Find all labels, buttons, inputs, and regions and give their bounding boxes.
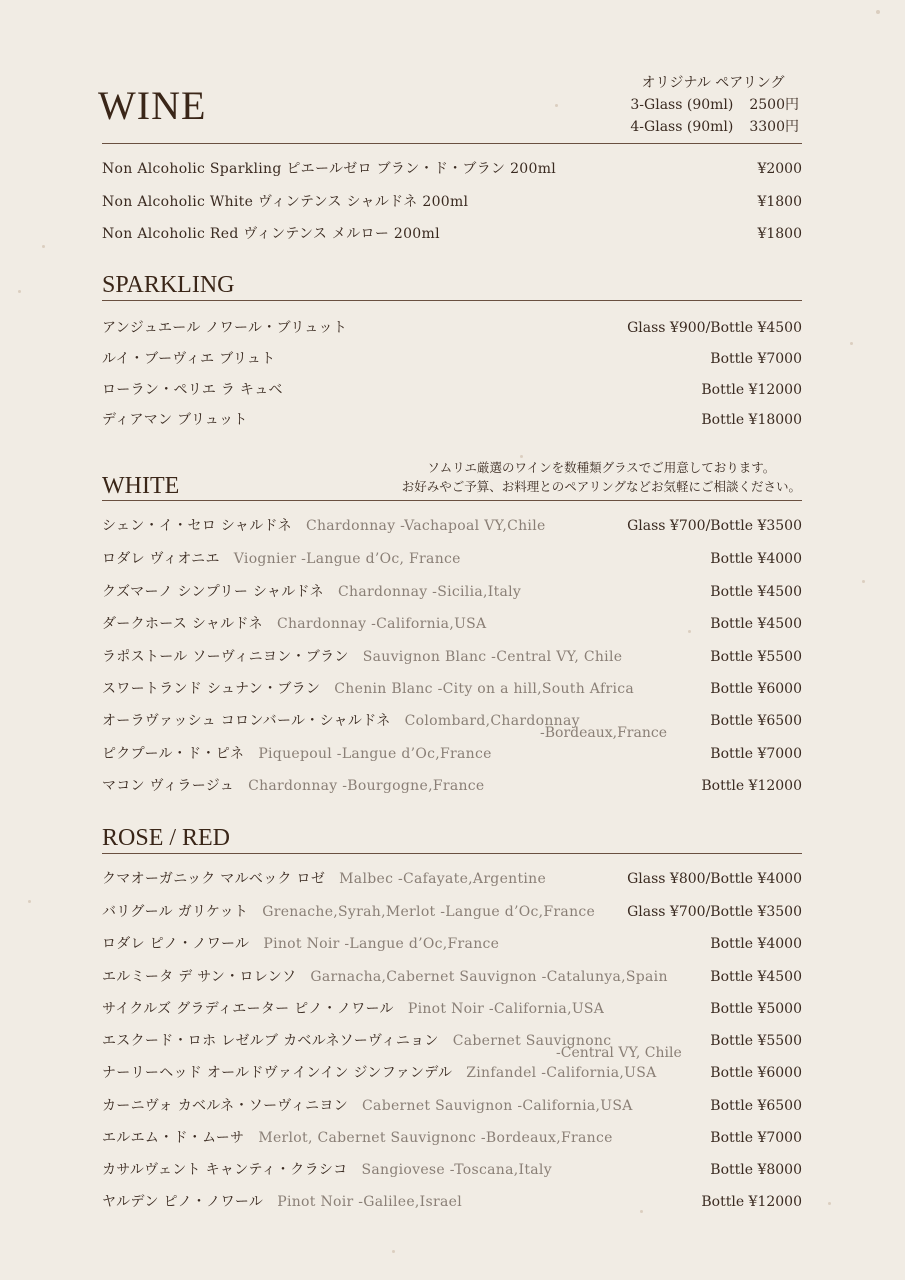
item-description: Pinot Noir -Langue d’Oc,France: [263, 936, 500, 952]
menu-item: [102, 865, 802, 893]
menu-item: [102, 512, 802, 540]
item-name: ローラン・ペリエ ラ キュベ: [102, 382, 283, 398]
item-name: ピクプール・ド・ピネ: [102, 746, 245, 762]
item-description: Chardonnay -Sicilia,Italy: [337, 584, 522, 600]
item-price: Bottle ¥7000: [710, 1130, 802, 1146]
item-price: Bottle ¥4000: [710, 551, 802, 567]
item-name: ロダレ ピノ・ノワール: [102, 936, 250, 952]
item-price: ¥1800: [757, 226, 802, 242]
section-title-rose-red: ROSE / RED: [102, 825, 231, 851]
menu-item: [102, 1027, 802, 1061]
paper-speck: [850, 342, 853, 345]
item-price: ¥1800: [757, 194, 802, 210]
paper-speck: [42, 245, 45, 248]
item-price: Bottle ¥4500: [710, 616, 802, 632]
item-description: Sangiovese -Toscana,Italy: [361, 1162, 552, 1178]
section-divider: [102, 500, 802, 501]
pairing-option-price: 3300円: [749, 119, 799, 135]
page-title: WINE: [98, 83, 207, 128]
paper-speck: [18, 290, 21, 293]
pairing-box: [609, 72, 799, 138]
item-name: Non Alcoholic Red ヴィンテンス メルロー 200ml: [102, 226, 440, 242]
item-price: Bottle ¥4000: [710, 936, 802, 952]
item-name: オーラヴァッシュ コロンバール・シャルドネ: [102, 713, 391, 729]
item-name: カサルヴェント キャンティ・クラシコ: [102, 1162, 348, 1178]
menu-item: [102, 740, 802, 768]
paper-speck: [876, 10, 880, 14]
item-description: Garnacha,Cabernet Sauvignon -Catalunya,Spain: [310, 969, 668, 985]
item-name: カーニヴォ カベルネ・ソーヴィニヨン: [102, 1098, 349, 1114]
menu-item: [102, 376, 802, 404]
item-description: Chardonnay -Vachapoal VY,Chile: [305, 518, 546, 534]
item-price: Bottle ¥6000: [710, 1065, 802, 1081]
item-name: Non Alcoholic Sparkling ピエールゼロ ブラン・ド・ブラン 200ml: [102, 161, 557, 177]
item-description: Chardonnay -California,USA: [276, 616, 487, 632]
item-description: Malbec -Cafayate,Argentine: [339, 871, 547, 887]
item-price: Glass ¥900/Bottle ¥4500: [627, 320, 802, 336]
item-description: Grenache,Syrah,Merlot -Langue d’Oc,France: [262, 904, 596, 920]
item-name: アンジュエール ノワール・ブリュット: [102, 320, 348, 336]
pairing-option: [609, 116, 799, 138]
item-name: シェン・イ・セロ シャルドネ: [102, 518, 292, 534]
item-price: Bottle ¥7000: [710, 746, 802, 762]
note-line: お好みやご予算、お料理とのペアリングなどお気軽にご相談ください。: [401, 479, 801, 494]
item-price: Bottle ¥5500: [710, 649, 802, 665]
item-name: クマオーガニック マルベック ロゼ: [102, 871, 326, 887]
sommelier-note: [402, 458, 801, 496]
item-name: ダークホース シャルドネ: [102, 616, 263, 632]
pairing-option-label: 4-Glass (90ml): [630, 119, 734, 135]
item-price: Bottle ¥4500: [710, 584, 802, 600]
item-description: Cabernet Sauvignon -California,USA: [362, 1098, 633, 1114]
menu-item: [102, 675, 802, 703]
paper-speck: [862, 580, 865, 583]
item-price: Glass ¥800/Bottle ¥4000: [627, 871, 802, 887]
item-price: Bottle ¥12000: [701, 778, 802, 794]
item-price: Bottle ¥4500: [710, 969, 802, 985]
item-price: Bottle ¥12000: [701, 1194, 802, 1210]
pairing-option-label: 3-Glass (90ml): [630, 97, 734, 113]
menu-item: [102, 578, 802, 606]
menu-item: [102, 1092, 802, 1120]
item-description: Pinot Noir -Galilee,Israel: [277, 1194, 462, 1210]
menu-item: [102, 345, 802, 373]
header-divider: [102, 143, 802, 144]
item-description-continued: -Central VY, Chile: [556, 1045, 682, 1061]
menu-item: [102, 545, 802, 573]
item-price: Bottle ¥12000: [701, 382, 802, 398]
item-name: ナーリーヘッド オールドヴァインイン ジンファンデル: [102, 1065, 453, 1081]
menu-item: [102, 1059, 802, 1087]
item-name: サイクルズ グラディエーター ピノ・ノワール: [102, 1001, 394, 1017]
item-description-continued: -Bordeaux,France: [540, 725, 667, 741]
item-name: ディアマン ブリュット: [102, 412, 248, 428]
item-price: ¥2000: [757, 161, 802, 177]
menu-item: [102, 772, 802, 800]
paper-speck: [828, 1202, 831, 1205]
item-description: Sauvignon Blanc -Central VY, Chile: [362, 649, 623, 665]
item-price: Glass ¥700/Bottle ¥3500: [627, 904, 802, 920]
item-name: エルミータ デ サン・ロレンソ: [102, 969, 297, 985]
item-price: Bottle ¥5500: [710, 1033, 802, 1049]
item-name: エスクード・ロホ レゼルブ カベルネソーヴィニョン: [102, 1033, 439, 1049]
menu-item: [102, 963, 802, 991]
item-name: Non Alcoholic White ヴィンテンス シャルドネ 200ml: [102, 194, 469, 210]
menu-item: [102, 406, 802, 434]
item-name: バリグール ガリケット: [102, 904, 249, 920]
menu-item: [102, 610, 802, 638]
section-title-sparkling: SPARKLING: [102, 272, 235, 298]
menu-item: [102, 930, 802, 958]
paper-speck: [28, 900, 31, 903]
item-name: マコン ヴィラージュ: [102, 778, 235, 794]
item-name: クズマーノ シンプリー シャルドネ: [102, 584, 324, 600]
pairing-option-price: 2500円: [749, 97, 799, 113]
paper-speck: [555, 104, 558, 107]
section-divider: [102, 853, 802, 854]
menu-item: [102, 1188, 802, 1216]
item-price: Bottle ¥6500: [710, 1098, 802, 1114]
item-name: ヤルデン ピノ・ノワール: [102, 1194, 264, 1210]
item-price: Bottle ¥5000: [710, 1001, 802, 1017]
item-description: Zinfandel -California,USA: [466, 1065, 657, 1081]
pairing-option: [609, 94, 799, 116]
item-price: Glass ¥700/Bottle ¥3500: [627, 518, 802, 534]
item-price: Bottle ¥8000: [710, 1162, 802, 1178]
item-description: Merlot, Cabernet Sauvignonc -Bordeaux,France: [258, 1130, 613, 1146]
item-price: Bottle ¥18000: [701, 412, 802, 428]
item-description: Piquepoul -Langue d’Oc,France: [258, 746, 492, 762]
item-name: エルエム・ド・ムーサ: [102, 1130, 245, 1146]
menu-item: [102, 188, 802, 216]
item-description: Chardonnay -Bourgogne,France: [248, 778, 485, 794]
item-description: Colombard,Chardonnay: [404, 713, 580, 729]
section-divider: [102, 300, 802, 301]
menu-item: [102, 995, 802, 1023]
item-description: Chenin Blanc -City on a hill,South Africa: [334, 681, 635, 697]
item-description: Cabernet Sauvignonc: [452, 1033, 612, 1049]
menu-item: [102, 1124, 802, 1152]
pairing-title: オリジナル ペアリング: [641, 75, 785, 91]
item-price: Bottle ¥7000: [710, 351, 802, 367]
note-line: ソムリエ厳選のワインを数種類グラスでご用意しております。: [427, 460, 776, 475]
section-title-white: WHITE: [102, 473, 180, 499]
item-description: Pinot Noir -California,USA: [407, 1001, 605, 1017]
item-name: ルイ・ブーヴィエ ブリュト: [102, 351, 276, 367]
menu-item: [102, 707, 802, 741]
menu-item: [102, 898, 802, 926]
item-name: ラポストール ソーヴィニヨン・ブラン: [102, 649, 349, 665]
paper-speck: [392, 1250, 395, 1253]
item-price: Bottle ¥6000: [710, 681, 802, 697]
menu-item: [102, 314, 802, 342]
menu-item: [102, 1156, 802, 1184]
item-name: スワートランド シュナン・ブラン: [102, 681, 321, 697]
item-price: Bottle ¥6500: [710, 713, 802, 729]
menu-item: [102, 155, 802, 183]
item-name: ロダレ ヴィオニエ: [102, 551, 220, 567]
item-description: Viognier -Langue d’Oc, France: [233, 551, 461, 567]
menu-item: [102, 643, 802, 671]
menu-item: [102, 220, 802, 248]
